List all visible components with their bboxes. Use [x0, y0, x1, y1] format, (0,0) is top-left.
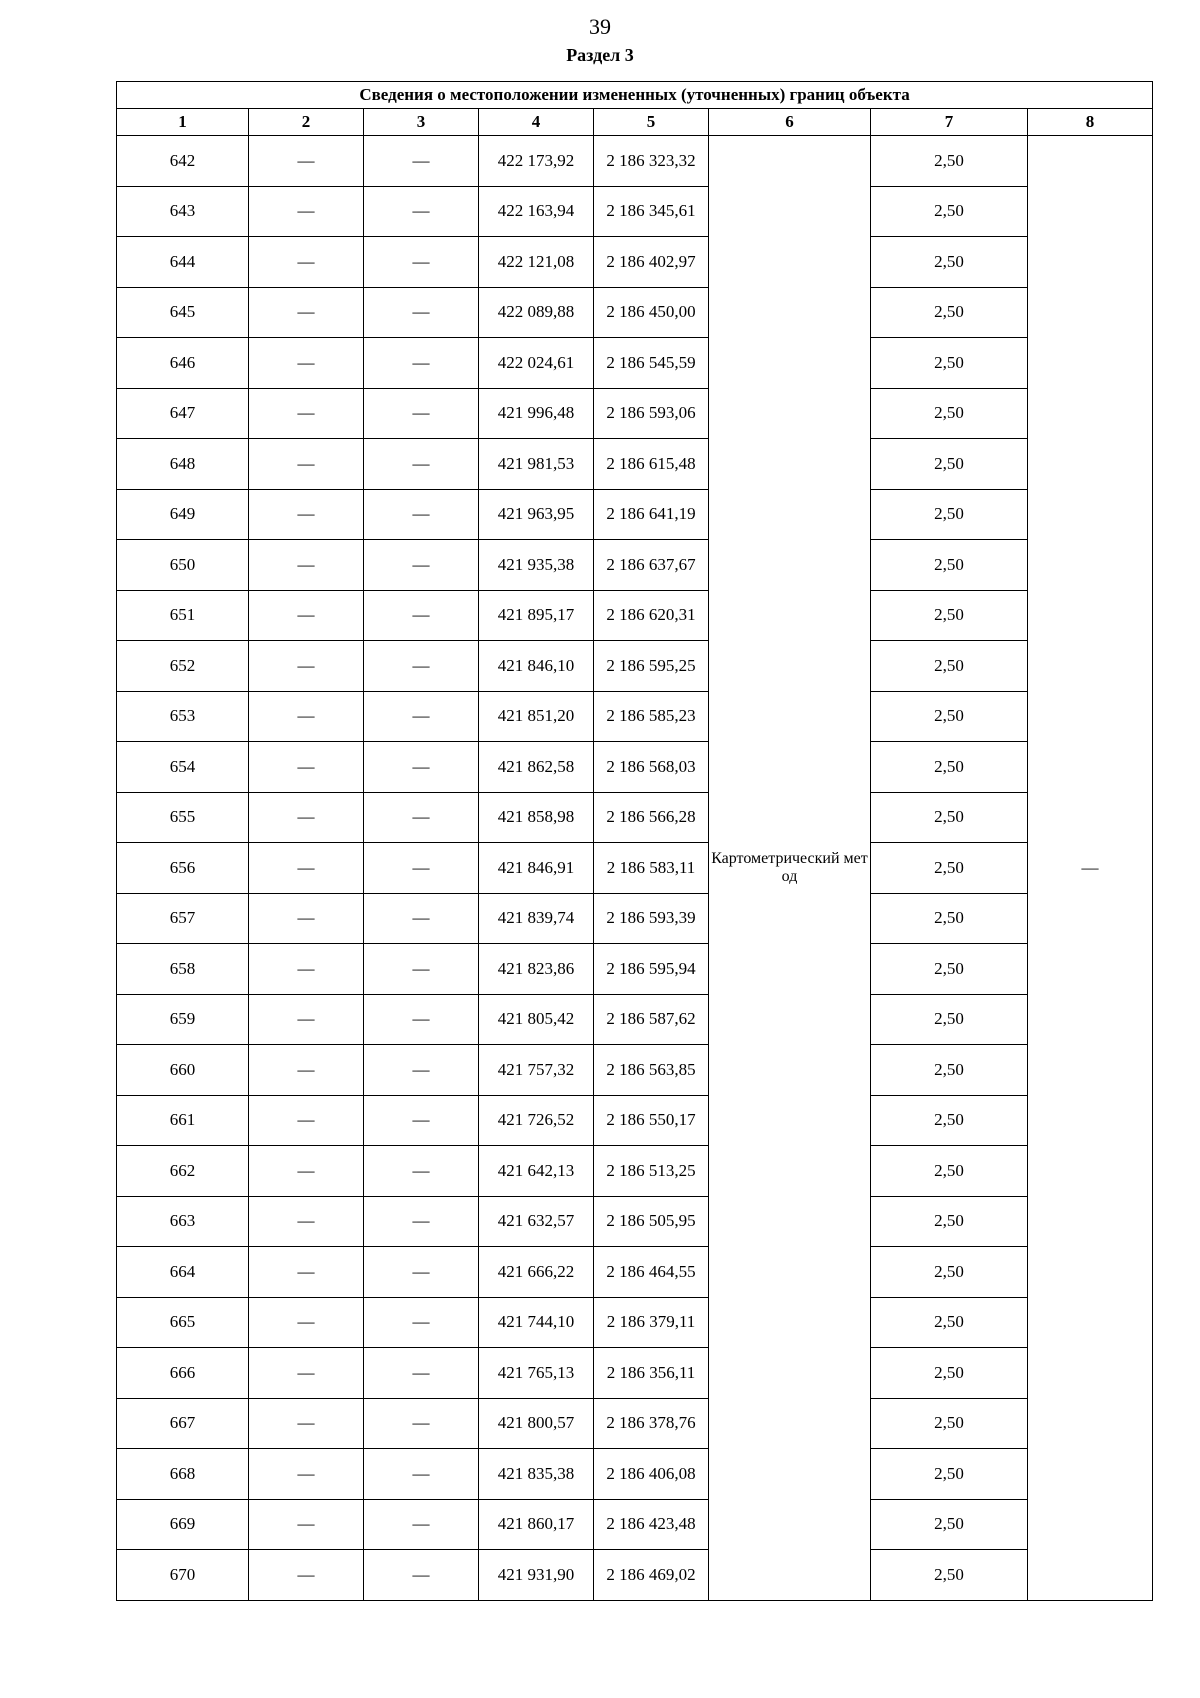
y-coordinate-cell: 2 186 379,11 [594, 1297, 709, 1348]
table-row [117, 186, 1153, 237]
accuracy-cell: 2,50 [871, 742, 1028, 793]
y-coordinate-cell: 2 186 464,55 [594, 1247, 709, 1298]
point-number-cell: 651 [117, 590, 249, 641]
empty-dash-cell: — [249, 590, 364, 641]
table-row [117, 489, 1153, 540]
point-number-cell: 659 [117, 994, 249, 1045]
empty-dash-cell: — [249, 489, 364, 540]
accuracy-cell: 2,50 [871, 489, 1028, 540]
empty-dash-cell: — [249, 1095, 364, 1146]
accuracy-cell: 2,50 [871, 641, 1028, 692]
empty-dash-cell: — [364, 1499, 479, 1550]
table-row [117, 338, 1153, 389]
y-coordinate-cell: 2 186 585,23 [594, 691, 709, 742]
table-row [117, 641, 1153, 692]
empty-dash-cell: — [249, 994, 364, 1045]
empty-dash-cell: — [364, 893, 479, 944]
accuracy-cell: 2,50 [871, 994, 1028, 1045]
empty-dash-cell: — [364, 338, 479, 389]
y-coordinate-cell: 2 186 583,11 [594, 843, 709, 894]
column-number: 4 [479, 109, 594, 136]
empty-dash-cell: — [364, 1449, 479, 1500]
empty-dash-cell: — [364, 641, 479, 692]
column-number: 2 [249, 109, 364, 136]
point-number-cell: 665 [117, 1297, 249, 1348]
column-number: 5 [594, 109, 709, 136]
point-number-cell: 670 [117, 1550, 249, 1601]
y-coordinate-cell: 2 186 593,39 [594, 893, 709, 944]
x-coordinate-cell: 422 163,94 [479, 186, 594, 237]
accuracy-cell: 2,50 [871, 1550, 1028, 1601]
empty-dash-cell: — [364, 843, 479, 894]
empty-dash-cell: — [249, 136, 364, 187]
empty-dash-cell: — [249, 1398, 364, 1449]
x-coordinate-cell: 421 765,13 [479, 1348, 594, 1399]
table-row [117, 1449, 1153, 1500]
y-coordinate-cell: 2 186 406,08 [594, 1449, 709, 1500]
x-coordinate-cell: 421 726,52 [479, 1095, 594, 1146]
empty-dash-cell: — [249, 691, 364, 742]
accuracy-cell: 2,50 [871, 439, 1028, 490]
point-number-cell: 660 [117, 1045, 249, 1096]
accuracy-cell: 2,50 [871, 792, 1028, 843]
table-row [117, 893, 1153, 944]
accuracy-cell: 2,50 [871, 1146, 1028, 1197]
x-coordinate-cell: 421 981,53 [479, 439, 594, 490]
x-coordinate-cell: 422 089,88 [479, 287, 594, 338]
empty-dash-cell: — [364, 388, 479, 439]
empty-dash-cell: — [364, 944, 479, 995]
empty-dash-cell: — [249, 742, 364, 793]
empty-dash-cell: — [249, 843, 364, 894]
empty-dash-cell: — [364, 489, 479, 540]
y-coordinate-cell: 2 186 615,48 [594, 439, 709, 490]
x-coordinate-cell: 421 800,57 [479, 1398, 594, 1449]
table-row [117, 994, 1153, 1045]
point-number-cell: 645 [117, 287, 249, 338]
accuracy-cell: 2,50 [871, 388, 1028, 439]
empty-dash-cell: — [364, 1348, 479, 1399]
table-row [117, 237, 1153, 288]
y-coordinate-cell: 2 186 513,25 [594, 1146, 709, 1197]
column-number: 6 [709, 109, 871, 136]
table-row [117, 944, 1153, 995]
empty-dash-cell: — [364, 742, 479, 793]
table-row [117, 1247, 1153, 1298]
empty-dash-cell: — [364, 590, 479, 641]
table-row [117, 691, 1153, 742]
accuracy-cell: 2,50 [871, 338, 1028, 389]
point-number-cell: 648 [117, 439, 249, 490]
accuracy-cell: 2,50 [871, 186, 1028, 237]
y-coordinate-cell: 2 186 323,32 [594, 136, 709, 187]
empty-dash-cell: — [249, 439, 364, 490]
empty-dash-cell: — [249, 540, 364, 591]
x-coordinate-cell: 421 851,20 [479, 691, 594, 742]
empty-dash-cell: — [249, 893, 364, 944]
x-coordinate-cell: 422 173,92 [479, 136, 594, 187]
point-number-cell: 646 [117, 338, 249, 389]
table-row [117, 1297, 1153, 1348]
point-number-cell: 667 [117, 1398, 249, 1449]
empty-dash-cell: — [364, 136, 479, 187]
x-coordinate-cell: 421 839,74 [479, 893, 594, 944]
y-coordinate-cell: 2 186 587,62 [594, 994, 709, 1045]
y-coordinate-cell: 2 186 637,67 [594, 540, 709, 591]
x-coordinate-cell: 421 632,57 [479, 1196, 594, 1247]
table-caption: Сведения о местоположении измененных (уточненных) границ объекта [117, 82, 1153, 109]
y-coordinate-cell: 2 186 402,97 [594, 237, 709, 288]
accuracy-cell: 2,50 [871, 1247, 1028, 1298]
accuracy-cell: 2,50 [871, 893, 1028, 944]
point-number-cell: 650 [117, 540, 249, 591]
table-row [117, 1146, 1153, 1197]
point-number-cell: 668 [117, 1449, 249, 1500]
table-row [117, 792, 1153, 843]
empty-dash-cell: — [364, 1550, 479, 1601]
point-number-cell: 654 [117, 742, 249, 793]
table-row [117, 136, 1153, 187]
column-number: 8 [1028, 109, 1153, 136]
point-number-cell: 644 [117, 237, 249, 288]
column-number: 3 [364, 109, 479, 136]
accuracy-cell: 2,50 [871, 1045, 1028, 1096]
y-coordinate-cell: 2 186 423,48 [594, 1499, 709, 1550]
accuracy-cell: 2,50 [871, 1196, 1028, 1247]
accuracy-cell: 2,50 [871, 136, 1028, 187]
accuracy-cell: 2,50 [871, 237, 1028, 288]
empty-dash-cell: — [364, 439, 479, 490]
accuracy-cell: 2,50 [871, 843, 1028, 894]
empty-dash-cell: — [249, 1146, 364, 1197]
y-coordinate-cell: 2 186 356,11 [594, 1348, 709, 1399]
point-number-cell: 642 [117, 136, 249, 187]
section-title: Раздел 3 [566, 45, 634, 65]
table-row [117, 1550, 1153, 1601]
empty-dash-cell: — [364, 1146, 479, 1197]
point-number-cell: 658 [117, 944, 249, 995]
accuracy-cell: 2,50 [871, 1095, 1028, 1146]
column-number-row [117, 109, 1153, 136]
y-coordinate-cell: 2 186 550,17 [594, 1095, 709, 1146]
point-number-cell: 643 [117, 186, 249, 237]
empty-dash-cell: — [364, 1398, 479, 1449]
point-number-cell: 649 [117, 489, 249, 540]
point-number-cell: 666 [117, 1348, 249, 1399]
accuracy-cell: 2,50 [871, 944, 1028, 995]
y-coordinate-cell: 2 186 450,00 [594, 287, 709, 338]
point-number-cell: 669 [117, 1499, 249, 1550]
empty-dash-cell: — [364, 237, 479, 288]
empty-dash-cell: — [364, 540, 479, 591]
accuracy-cell: 2,50 [871, 590, 1028, 641]
empty-dash-cell: — [364, 1045, 479, 1096]
table-row [117, 439, 1153, 490]
y-coordinate-cell: 2 186 545,59 [594, 338, 709, 389]
empty-dash-cell: — [364, 792, 479, 843]
point-number-cell: 657 [117, 893, 249, 944]
empty-dash-cell: — [249, 1247, 364, 1298]
y-coordinate-cell: 2 186 593,06 [594, 388, 709, 439]
column-number: 1 [117, 109, 249, 136]
empty-dash-cell: — [364, 994, 479, 1045]
x-coordinate-cell: 421 805,42 [479, 994, 594, 1045]
table-body [117, 136, 1153, 1601]
x-coordinate-cell: 421 846,91 [479, 843, 594, 894]
empty-dash-cell: — [249, 792, 364, 843]
accuracy-cell: 2,50 [871, 287, 1028, 338]
table-row [117, 843, 1153, 894]
table-row [117, 1348, 1153, 1399]
x-coordinate-cell: 421 931,90 [479, 1550, 594, 1601]
y-coordinate-cell: 2 186 378,76 [594, 1398, 709, 1449]
table-row [117, 540, 1153, 591]
empty-dash-cell: — [249, 186, 364, 237]
accuracy-cell: 2,50 [871, 1449, 1028, 1500]
table-row [117, 742, 1153, 793]
point-number-cell: 664 [117, 1247, 249, 1298]
empty-dash-cell: — [249, 388, 364, 439]
y-coordinate-cell: 2 186 505,95 [594, 1196, 709, 1247]
empty-dash-cell: — [364, 691, 479, 742]
point-number-cell: 647 [117, 388, 249, 439]
accuracy-cell: 2,50 [871, 1348, 1028, 1399]
empty-dash-cell: — [249, 1297, 364, 1348]
x-coordinate-cell: 421 666,22 [479, 1247, 594, 1298]
boundary-coordinates-table [116, 81, 1153, 1601]
accuracy-cell: 2,50 [871, 691, 1028, 742]
point-number-cell: 656 [117, 843, 249, 894]
y-coordinate-cell: 2 186 566,28 [594, 792, 709, 843]
x-coordinate-cell: 421 744,10 [479, 1297, 594, 1348]
table-row [117, 1095, 1153, 1146]
point-number-cell: 661 [117, 1095, 249, 1146]
table-row [117, 1196, 1153, 1247]
x-coordinate-cell: 421 862,58 [479, 742, 594, 793]
accuracy-cell: 2,50 [871, 1297, 1028, 1348]
table-row [117, 1398, 1153, 1449]
x-coordinate-cell: 421 757,32 [479, 1045, 594, 1096]
x-coordinate-cell: 421 846,10 [479, 641, 594, 692]
x-coordinate-cell: 421 860,17 [479, 1499, 594, 1550]
x-coordinate-cell: 422 121,08 [479, 237, 594, 288]
table-row [117, 590, 1153, 641]
accuracy-cell: 2,50 [871, 1398, 1028, 1449]
x-coordinate-cell: 421 858,98 [479, 792, 594, 843]
empty-dash-cell: — [364, 1247, 479, 1298]
empty-dash-cell: — [249, 338, 364, 389]
x-coordinate-cell: 422 024,61 [479, 338, 594, 389]
empty-dash-cell: — [249, 1348, 364, 1399]
table-row [117, 388, 1153, 439]
empty-dash-cell: — [249, 1045, 364, 1096]
y-coordinate-cell: 2 186 568,03 [594, 742, 709, 793]
empty-dash-cell: — [364, 1196, 479, 1247]
x-coordinate-cell: 421 895,17 [479, 590, 594, 641]
y-coordinate-cell: 2 186 469,02 [594, 1550, 709, 1601]
x-coordinate-cell: 421 642,13 [479, 1146, 594, 1197]
y-coordinate-cell: 2 186 595,94 [594, 944, 709, 995]
accuracy-cell: 2,50 [871, 1499, 1028, 1550]
empty-dash-cell: — [249, 641, 364, 692]
column-8-cell: — [1028, 136, 1153, 1601]
page-number: 39 [589, 14, 611, 39]
empty-dash-cell: — [249, 1449, 364, 1500]
accuracy-cell: 2,50 [871, 540, 1028, 591]
point-number-cell: 653 [117, 691, 249, 742]
x-coordinate-cell: 421 935,38 [479, 540, 594, 591]
empty-dash-cell: — [249, 1499, 364, 1550]
table-row [117, 1499, 1153, 1550]
empty-dash-cell: — [249, 944, 364, 995]
y-coordinate-cell: 2 186 620,31 [594, 590, 709, 641]
empty-dash-cell: — [249, 1550, 364, 1601]
x-coordinate-cell: 421 996,48 [479, 388, 594, 439]
column-number: 7 [871, 109, 1028, 136]
empty-dash-cell: — [249, 1196, 364, 1247]
table-row [117, 1045, 1153, 1096]
y-coordinate-cell: 2 186 595,25 [594, 641, 709, 692]
x-coordinate-cell: 421 963,95 [479, 489, 594, 540]
y-coordinate-cell: 2 186 641,19 [594, 489, 709, 540]
empty-dash-cell: — [364, 287, 479, 338]
empty-dash-cell: — [364, 1095, 479, 1146]
empty-dash-cell: — [249, 287, 364, 338]
empty-dash-cell: — [364, 186, 479, 237]
method-cell: Картометрический метод [709, 136, 871, 1601]
y-coordinate-cell: 2 186 345,61 [594, 186, 709, 237]
empty-dash-cell: — [249, 237, 364, 288]
empty-dash-cell: — [364, 1297, 479, 1348]
point-number-cell: 655 [117, 792, 249, 843]
x-coordinate-cell: 421 835,38 [479, 1449, 594, 1500]
x-coordinate-cell: 421 823,86 [479, 944, 594, 995]
point-number-cell: 663 [117, 1196, 249, 1247]
point-number-cell: 652 [117, 641, 249, 692]
y-coordinate-cell: 2 186 563,85 [594, 1045, 709, 1096]
point-number-cell: 662 [117, 1146, 249, 1197]
table-row [117, 287, 1153, 338]
